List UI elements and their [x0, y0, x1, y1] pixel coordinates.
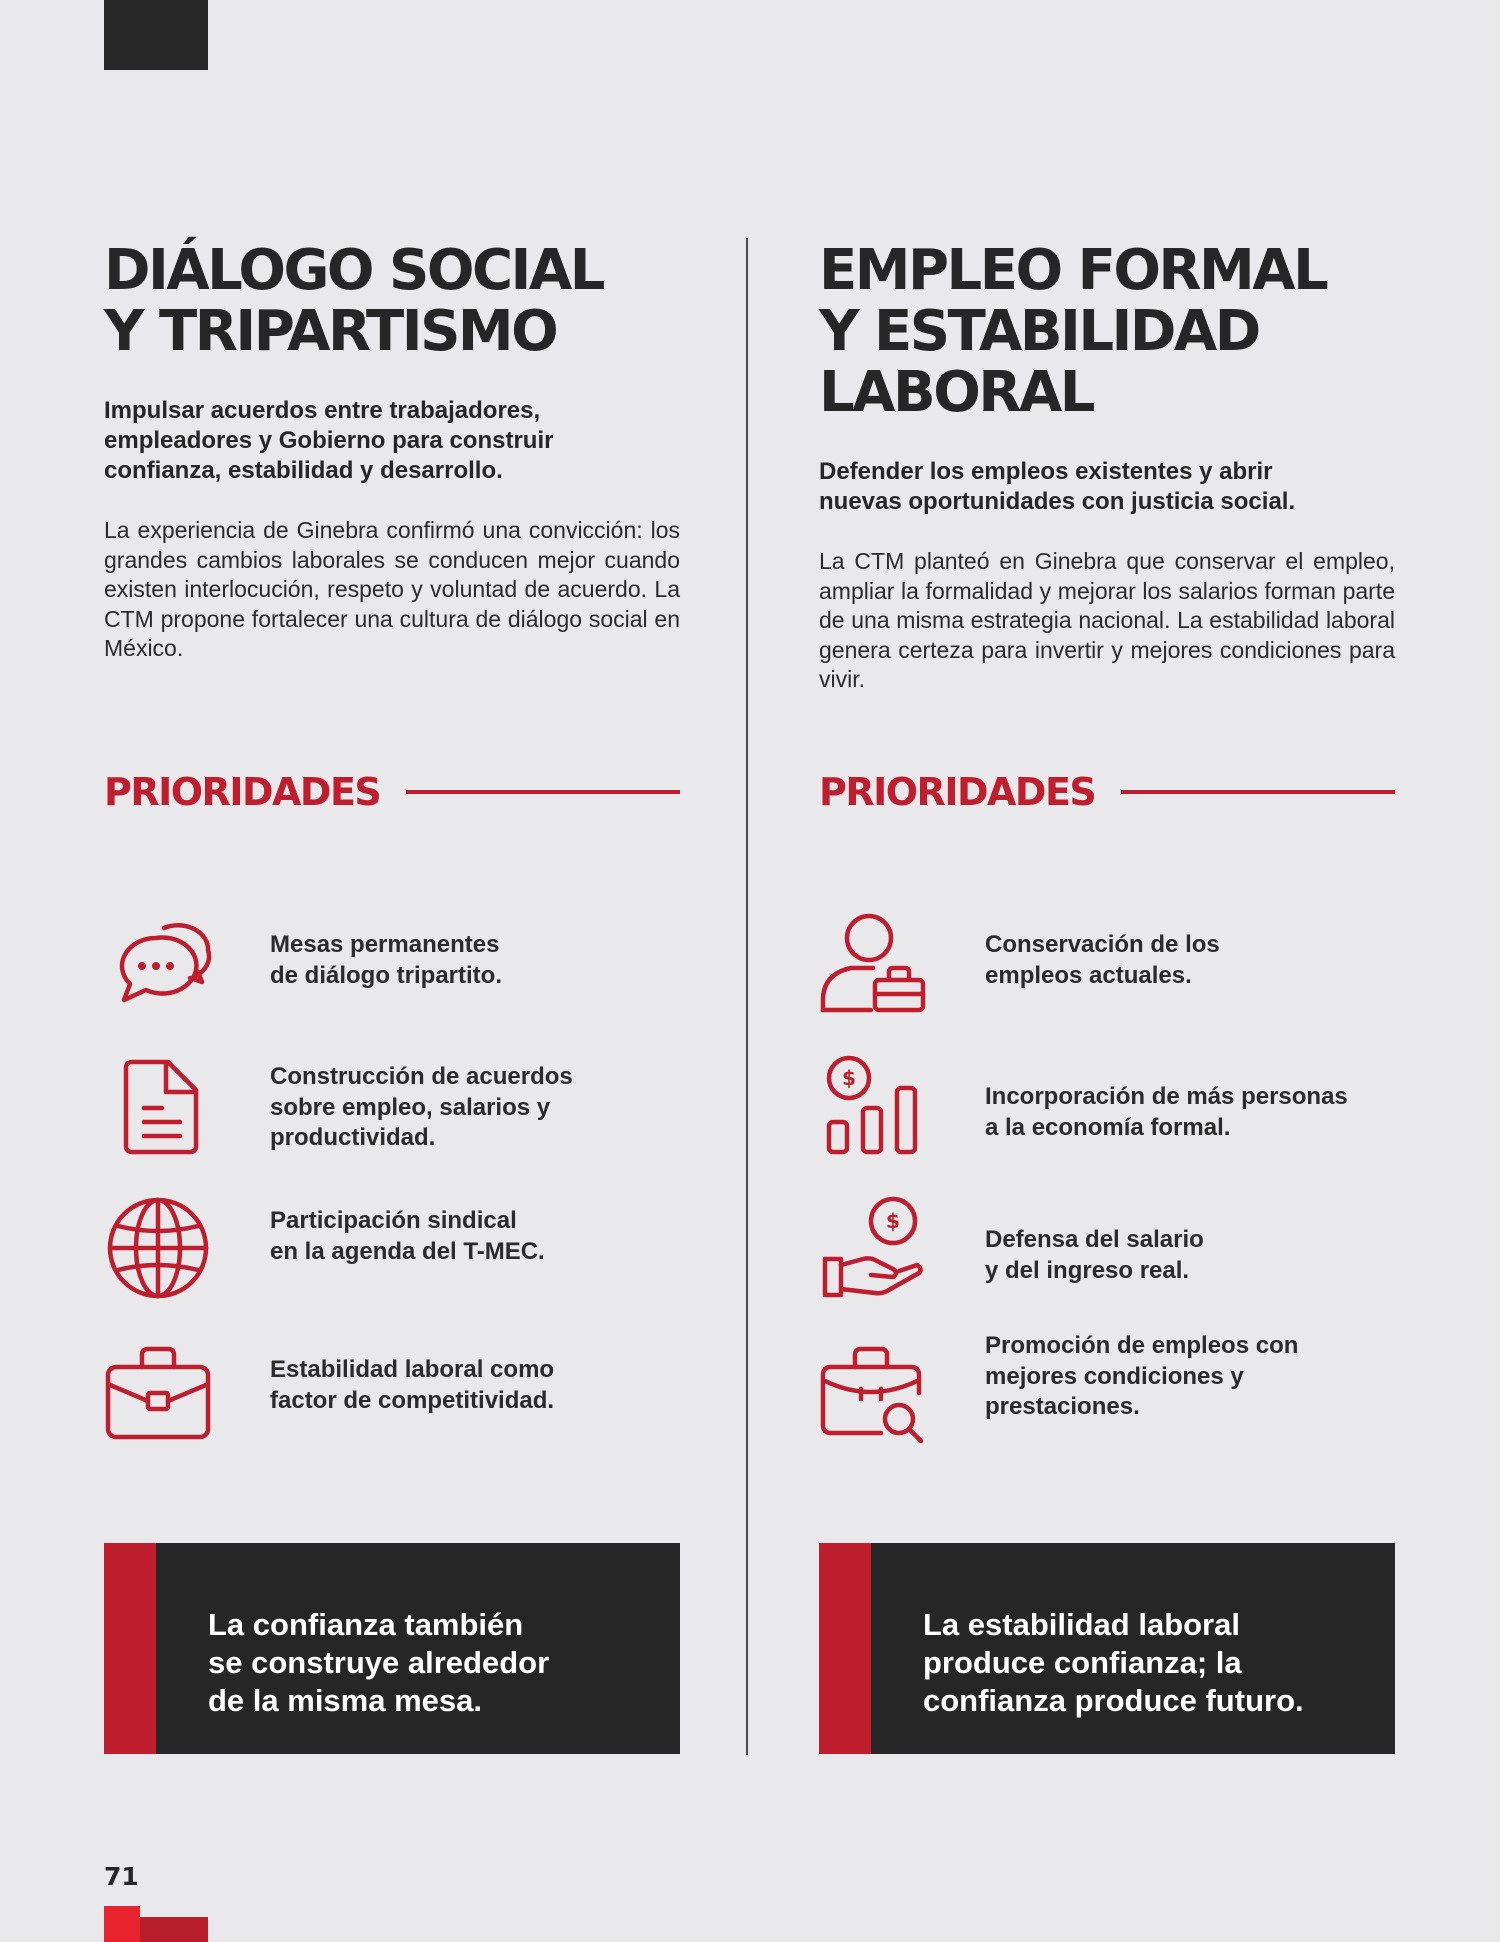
globe-icon	[104, 1194, 212, 1302]
priority-text: Participación sindical en la agenda del T-MEC.	[270, 1207, 545, 1265]
section-dialogo-social	[104, 238, 680, 1718]
document-icon	[104, 1052, 212, 1160]
worker-briefcase-icon	[819, 910, 927, 1018]
top-decorative-block	[104, 0, 208, 70]
quote-text: La estabilidad laboral produce confianza; la confianza produce futuro.	[923, 1607, 1304, 1718]
column-divider	[746, 238, 748, 1755]
section-body: La experiencia de Ginebra confirmó una convicción: los grandes cambios laborales se conducen mejor cuando existen interlocución, respeto y voluntad de acuerdo. La CTM propone fortalecer una cultura de diálogo social en México.	[104, 517, 680, 661]
footer-accent-bar	[140, 1917, 208, 1942]
priorities-header	[104, 767, 680, 817]
section-lead: Defender los empleos existentes y abrir nuevas oportunidades con justicia social.	[819, 458, 1296, 515]
svg-text:$: $	[886, 1209, 900, 1233]
quote-box	[819, 1543, 1395, 1754]
priority-text: Estabilidad laboral como factor de competitividad.	[270, 1356, 555, 1414]
section-title: DIÁLOGO SOCIAL Y TRIPARTISMO	[104, 238, 603, 364]
priorities-label: PRIORIDADES	[104, 770, 381, 814]
section-body: La CTM planteó en Ginebra que conservar el empleo, ampliar la formalidad y mejorar los salarios forman parte de una misma estrategia nacional. La estabilidad laboral genera certeza para invertir y mejores condiciones para vivir.	[819, 548, 1395, 692]
section-empleo-formal	[819, 238, 1395, 1718]
quote-box	[104, 1543, 680, 1754]
chat-bubbles-icon	[104, 912, 212, 1020]
briefcase-search-icon	[819, 1337, 927, 1445]
priorities-rule	[406, 790, 680, 794]
priorities-header	[819, 767, 1395, 817]
quote-accent-bar	[819, 1543, 871, 1754]
priority-text: Mesas permanentes de diálogo tripartito.	[270, 931, 502, 989]
quote-accent-bar	[104, 1543, 156, 1754]
priorities-rule	[1121, 790, 1395, 794]
priority-text: Construcción de acuerdos sobre empleo, salarios y productividad.	[270, 1063, 573, 1151]
priority-text: Conservación de los empleos actuales.	[985, 931, 1220, 989]
quote-text: La confianza también se construye alrededor de la misma mesa.	[208, 1607, 550, 1718]
briefcase-icon	[104, 1337, 212, 1445]
priorities-label: PRIORIDADES	[819, 770, 1096, 814]
section-title: EMPLEO FORMAL Y ESTABILIDAD LABORAL	[819, 238, 1327, 425]
priority-text: Defensa del salario y del ingreso real.	[985, 1226, 1204, 1284]
priority-text: Promoción de empleos con mejores condiciones y prestaciones.	[985, 1332, 1299, 1420]
hand-coin-icon	[819, 1195, 927, 1303]
money-chart-icon	[819, 1052, 927, 1160]
priority-text: Incorporación de más personas a la economía formal.	[985, 1083, 1348, 1141]
page-number: 71	[104, 1862, 139, 1891]
svg-text:$: $	[842, 1066, 856, 1090]
section-lead: Impulsar acuerdos entre trabajadores, empleadores y Gobierno para construir confianza, estabilidad y desarrollo.	[104, 397, 554, 484]
footer-accent-square	[104, 1906, 140, 1942]
